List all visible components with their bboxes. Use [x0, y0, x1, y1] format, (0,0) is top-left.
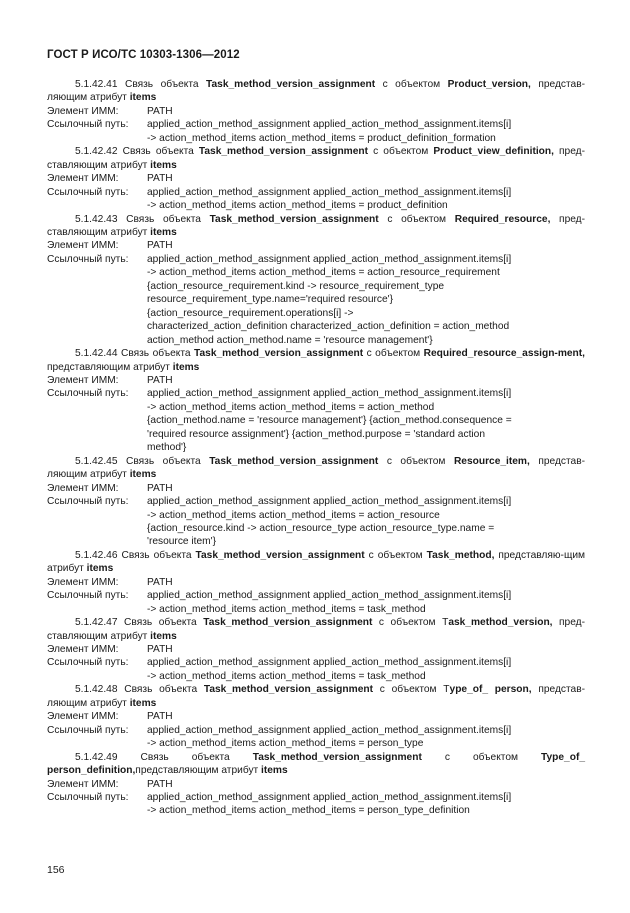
- clause-number: 5.1.42.48: [75, 684, 118, 696]
- clause-text: ставляющим атрибут: [47, 226, 151, 238]
- attribute-name: items: [150, 630, 177, 642]
- entity-name: Task_method_version_assignment: [209, 213, 379, 225]
- clause-text: с объектом: [378, 455, 454, 467]
- clause-text: с объектом: [364, 549, 427, 561]
- path-line: -> action_method_items action_method_items = product_definition: [147, 200, 448, 212]
- clause-title: [47, 78, 585, 105]
- path-line: method'}: [147, 442, 187, 454]
- element-value: PATH: [147, 173, 173, 185]
- path-value: [147, 495, 585, 549]
- clause-text: Связь объекта: [117, 79, 207, 90]
- element-row: [47, 105, 585, 118]
- target-entity-name: Resource_item,: [453, 455, 530, 467]
- clause: [47, 683, 585, 750]
- entity-name: Task_method_version_assignment: [209, 455, 379, 467]
- path-line: -> action_method_items action_method_items = action_method: [147, 401, 435, 413]
- clause: [47, 347, 585, 455]
- element-label: Элемент ИММ:: [47, 482, 119, 494]
- path-label: Ссылочный путь:: [47, 590, 129, 602]
- entity-name: Task_method_version_assignment: [198, 146, 369, 158]
- target-entity-name: Type_of_ person_definition,: [47, 751, 585, 777]
- path-label: Ссылочный путь:: [47, 657, 129, 669]
- clause-title: [47, 347, 585, 374]
- clause-text: Связь объекта: [117, 213, 210, 225]
- clause-text: Связь объекта: [117, 617, 204, 629]
- path-line: applied_action_method_assignment applied_action_method_assignment.items[i]: [147, 496, 512, 508]
- path-label: Ссылочный путь:: [47, 119, 129, 131]
- document-header: ГОСТ Р ИСО/ТС 10303-1306—2012: [47, 49, 240, 61]
- path-label: Ссылочный путь:: [47, 724, 129, 736]
- document-body: [47, 78, 585, 818]
- clause-text: Связь объекта: [117, 455, 210, 467]
- clause-number: 5.1.42.47: [75, 617, 118, 629]
- target-entity-name: Task_method,: [426, 549, 495, 561]
- element-value: PATH: [147, 105, 173, 117]
- clause-title: [47, 751, 585, 778]
- clause-text: ставляющим атрибут: [47, 630, 151, 642]
- target-entity-name: ask_method_version,: [448, 617, 553, 629]
- element-value: PATH: [147, 240, 173, 252]
- path-row: [47, 656, 585, 683]
- element-label: Элемент ИММ:: [47, 173, 119, 185]
- path-line: -> action_method_items action_method_items = task_method: [147, 670, 426, 682]
- clause-text: ляющим атрибут: [47, 92, 130, 104]
- clause-text: пред-: [552, 617, 586, 629]
- clause-text: с объектом: [375, 79, 448, 90]
- path-value: [147, 186, 585, 213]
- element-label: Элемент ИММ:: [47, 644, 119, 656]
- path-row: [47, 387, 585, 454]
- element-label: Элемент ИММ:: [47, 576, 119, 588]
- target-entity-name: Product_version,: [447, 79, 531, 90]
- clause-title: [47, 455, 585, 482]
- element-row: [47, 374, 585, 387]
- path-line: 'required resource assignment'} {action_method.purpose = 'standard action: [147, 428, 485, 440]
- element-row: [47, 172, 585, 185]
- clause-text: ставляющим атрибут: [47, 159, 151, 171]
- path-line: applied_action_method_assignment applied_action_method_assignment.items[i]: [147, 186, 512, 198]
- path-line: resource_requirement_type.name='required resource'}: [147, 294, 393, 306]
- element-row: [47, 482, 585, 495]
- clause-text: представляю-: [494, 549, 564, 561]
- element-row: [47, 643, 585, 656]
- path-line: 'resource item'}: [147, 536, 217, 548]
- element-value: PATH: [147, 374, 173, 386]
- clause-text: пред-: [553, 146, 586, 158]
- clause-text: Связь объекта: [117, 146, 199, 158]
- path-line: -> action_method_items action_method_items = person_type: [147, 738, 424, 750]
- clause: [47, 616, 585, 683]
- path-line: {action_resource_requirement.kind -> resource_requirement_type: [147, 280, 445, 292]
- clause-text: представ-: [531, 684, 586, 696]
- clause-number: 5.1.42.46: [75, 549, 118, 561]
- entity-name: Task_method_version_assignment: [206, 79, 376, 90]
- clause-number: 5.1.42.44: [75, 348, 118, 360]
- path-row: [47, 186, 585, 213]
- element-row: [47, 778, 585, 791]
- clause-text: с объектом: [421, 751, 542, 763]
- clause: [47, 145, 585, 212]
- entity-name: Task_method_version_assignment: [194, 348, 364, 360]
- element-row: [47, 239, 585, 252]
- attribute-name: items: [150, 159, 177, 171]
- path-label: Ссылочный путь:: [47, 253, 129, 265]
- target-entity-name: ype_of_ person,: [449, 684, 532, 696]
- entity-name: Task_method_version_assignment: [252, 751, 422, 763]
- path-label: Ссылочный путь:: [47, 496, 129, 508]
- clause: [47, 455, 585, 549]
- path-line: -> action_method_items action_method_items = action_resource: [147, 509, 440, 521]
- clause-list: [47, 78, 585, 818]
- path-line: applied_action_method_assignment applied_action_method_assignment.items[i]: [147, 724, 512, 736]
- clause: [47, 213, 585, 348]
- entity-name: Task_method_version_assignment: [203, 684, 373, 696]
- path-line: characterized_action_definition characterized_action_definition = action_method: [147, 321, 510, 333]
- path-line: {action_method.name = 'resource management'} {action_method.consequence =: [147, 415, 512, 427]
- path-line: applied_action_method_assignment applied_action_method_assignment.items[i]: [147, 119, 512, 131]
- clause-text: с объектом: [378, 213, 455, 225]
- clause-text: с объектом: [363, 348, 424, 360]
- path-value: [147, 253, 585, 347]
- path-value: [147, 118, 585, 145]
- clause: [47, 78, 585, 145]
- clause-text: с объектом: [368, 146, 434, 158]
- clause-title: [47, 549, 585, 576]
- clause-title: [47, 145, 585, 172]
- path-line: applied_action_method_assignment applied_action_method_assignment.items[i]: [147, 388, 512, 400]
- clause: [47, 549, 585, 616]
- path-line: -> action_method_items action_method_items = action_resource_requirement: [147, 267, 500, 279]
- path-row: [47, 724, 585, 751]
- path-line: applied_action_method_assignment applied_action_method_assignment.items[i]: [147, 657, 512, 669]
- element-label: Элемент ИММ:: [47, 711, 119, 723]
- element-row: [47, 710, 585, 723]
- path-label: Ссылочный путь:: [47, 388, 129, 400]
- element-label: Элемент ИММ:: [47, 105, 119, 117]
- path-line: -> action_method_items action_method_items = product_definition_formation: [147, 132, 496, 144]
- element-row: [47, 576, 585, 589]
- path-label: Ссылочный путь:: [47, 792, 129, 804]
- clause-text: ляющим атрибут: [47, 697, 130, 709]
- clause: [47, 751, 585, 818]
- element-label: Элемент ИММ:: [47, 374, 119, 386]
- path-line: action_method action_method.name = 'resource management'}: [147, 334, 433, 346]
- clause-title: [47, 683, 585, 710]
- path-value: [147, 791, 585, 818]
- path-line: {action_resource.kind -> action_resource_type action_resource_type.name =: [147, 522, 495, 534]
- element-label: Элемент ИММ:: [47, 778, 119, 790]
- attribute-name: items: [150, 226, 177, 238]
- attribute-name: ment,: [557, 348, 585, 360]
- element-value: PATH: [147, 711, 173, 723]
- clause-text: Связь объекта: [117, 684, 204, 696]
- clause-number: 5.1.42.42: [75, 146, 118, 158]
- clause-title: [47, 616, 585, 643]
- path-line: applied_action_method_assignment applied_action_method_assignment.items[i]: [147, 253, 512, 265]
- path-value: [147, 387, 585, 454]
- clause-text: щим атрибут: [47, 549, 586, 575]
- path-line: applied_action_method_assignment applied_action_method_assignment.items[i]: [147, 792, 512, 804]
- clause-number: 5.1.42.43: [75, 213, 118, 225]
- attribute-name: items: [261, 765, 288, 777]
- path-row: [47, 791, 585, 818]
- clause-text: с объектом Т: [372, 684, 450, 696]
- path-line: -> action_method_items action_method_items = task_method: [147, 603, 426, 615]
- element-value: PATH: [147, 778, 173, 790]
- clause-text: Связь объекта: [117, 549, 196, 561]
- page-number: 156: [47, 864, 65, 876]
- path-label: Ссылочный путь:: [47, 186, 129, 198]
- clause-text: представ-: [529, 455, 586, 467]
- target-entity-name: Required_resource_assign-: [423, 348, 558, 360]
- attribute-name: items: [172, 361, 200, 373]
- clause-text: ляющим атрибут: [47, 469, 130, 481]
- element-value: PATH: [147, 576, 173, 588]
- attribute-name: items: [129, 92, 157, 104]
- path-line: {action_resource_requirement.operations[i] ->: [147, 307, 354, 319]
- clause-text: представляющим атрибут: [47, 361, 173, 373]
- clause-number: 5.1.42.45: [75, 455, 118, 467]
- element-label: Элемент ИММ:: [47, 240, 119, 252]
- path-row: [47, 253, 585, 347]
- path-line: applied_action_method_assignment applied_action_method_assignment.items[i]: [147, 590, 512, 602]
- attribute-name: items: [86, 563, 114, 575]
- element-value: PATH: [147, 482, 173, 494]
- path-row: [47, 495, 585, 549]
- target-entity-name: Product_view_definition,: [433, 146, 554, 158]
- clause-text: представляющим атрибут: [135, 765, 262, 777]
- clause-text: представ-: [530, 79, 586, 90]
- entity-name: Task_method_version_assignment: [195, 549, 365, 561]
- clause-number: 5.1.42.49: [75, 751, 118, 763]
- clause-text: Связь объекта: [117, 751, 253, 763]
- clause-text: Связь объекта: [117, 348, 195, 360]
- path-row: [47, 118, 585, 145]
- path-value: [147, 724, 585, 751]
- path-line: -> action_method_items action_method_items = person_type_definition: [147, 805, 470, 817]
- path-value: [147, 589, 585, 616]
- clause-number: 5.1.42.41: [75, 79, 118, 90]
- clause-title: [47, 213, 585, 240]
- entity-name: Task_method_version_assignment: [203, 617, 373, 629]
- clause-text: с объектом Т: [372, 617, 449, 629]
- clause-text: пред-: [550, 213, 586, 225]
- path-value: [147, 656, 585, 683]
- element-value: PATH: [147, 644, 173, 656]
- target-entity-name: Required_resource,: [454, 213, 551, 225]
- path-row: [47, 589, 585, 616]
- attribute-name: items: [129, 469, 157, 481]
- attribute-name: items: [129, 697, 157, 709]
